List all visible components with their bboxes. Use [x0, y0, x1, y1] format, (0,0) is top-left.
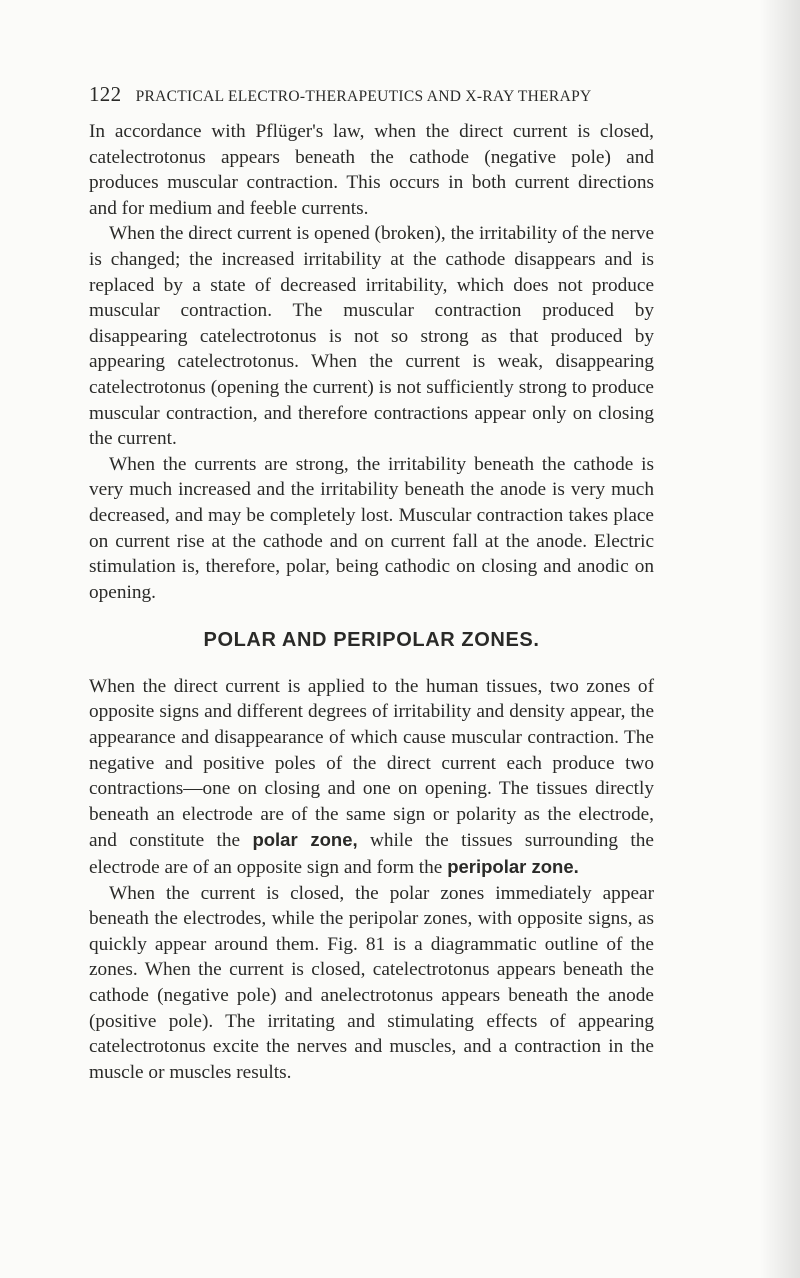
paragraph-pfluger-law: In accordance with Pflüger's law, when the direct current is closed, catelectrotonus appears beneath the cathode (negative pole) and produces muscular contraction. This occurs in both current directions and for medium and feeble currents.: [89, 121, 654, 219]
term-polar-zone: polar zone,: [252, 829, 358, 851]
page-edge-shadow: [760, 0, 800, 1278]
running-title: PRACTICAL ELECTRO-THERAPEUTICS AND X-RAY THERAPY: [135, 88, 592, 105]
page-body: [89, 119, 654, 1085]
zones-text-part-2: while the tissues surrounding the electrode are of an opposite sign and form the: [89, 830, 654, 879]
section-heading: POLAR AND PERIPOLAR ZONES.: [203, 629, 540, 652]
paragraph-strong-currents: When the currents are strong, the irritability beneath the cathode is very much increased and the irritability beneath the anode is very much decreased, and may be completely lost. Muscular contraction takes place on current rise at the cathode and on current fall at the anode. Electric stimulation is, therefore, polar, being cathodic on closing and anodic on opening.: [89, 453, 654, 603]
page-number: 122: [89, 82, 122, 106]
paragraph-current-opened: When the direct current is opened (broken), the irritability of the nerve is changed; the increased irritability at the cathode disappears and is replaced by a state of decreased irritability, which does not produce muscular contraction. The muscular contraction produced by disappearing catelectrotonus is not so strong as that produced by appearing catelectrotonus. When the current is weak, disappearing catelectrotonus (opening the current) is not sufficiently strong to produce muscular contraction, and therefore contractions appear only on closing the current.: [89, 223, 655, 450]
term-peripolar-zone: peripolar zone.: [447, 856, 579, 878]
zones-text-part-1: When the direct current is applied to the human tissues, two zones of opposite signs and different degrees of irritability and density appear, the appearance and disappearance of which cause muscular contraction. The negative and positive poles of the direct current each produce two contractions—one on closing and one on opening. The tissues directly beneath an electrode are of the same sign or polarity as the electrode, and constitute the: [89, 675, 654, 852]
paragraph-zones-definition: [89, 674, 654, 881]
paragraph-current-closed: When the current is closed, the polar zones immediately appear beneath the electrodes, while the peripolar zones, with opposite signs, as quickly appear around them. Fig. 81 is a diagrammatic outline of the zones. When the current is closed, catelectrotonus appears beneath the cathode (negative pole) and anelectrotonus appears beneath the anode (positive pole). The irritating and stimulating effects of appearing catelectrotonus excite the nerves and muscles, and a contraction in the muscle or muscles results.: [89, 882, 654, 1083]
running-header: [89, 82, 591, 107]
